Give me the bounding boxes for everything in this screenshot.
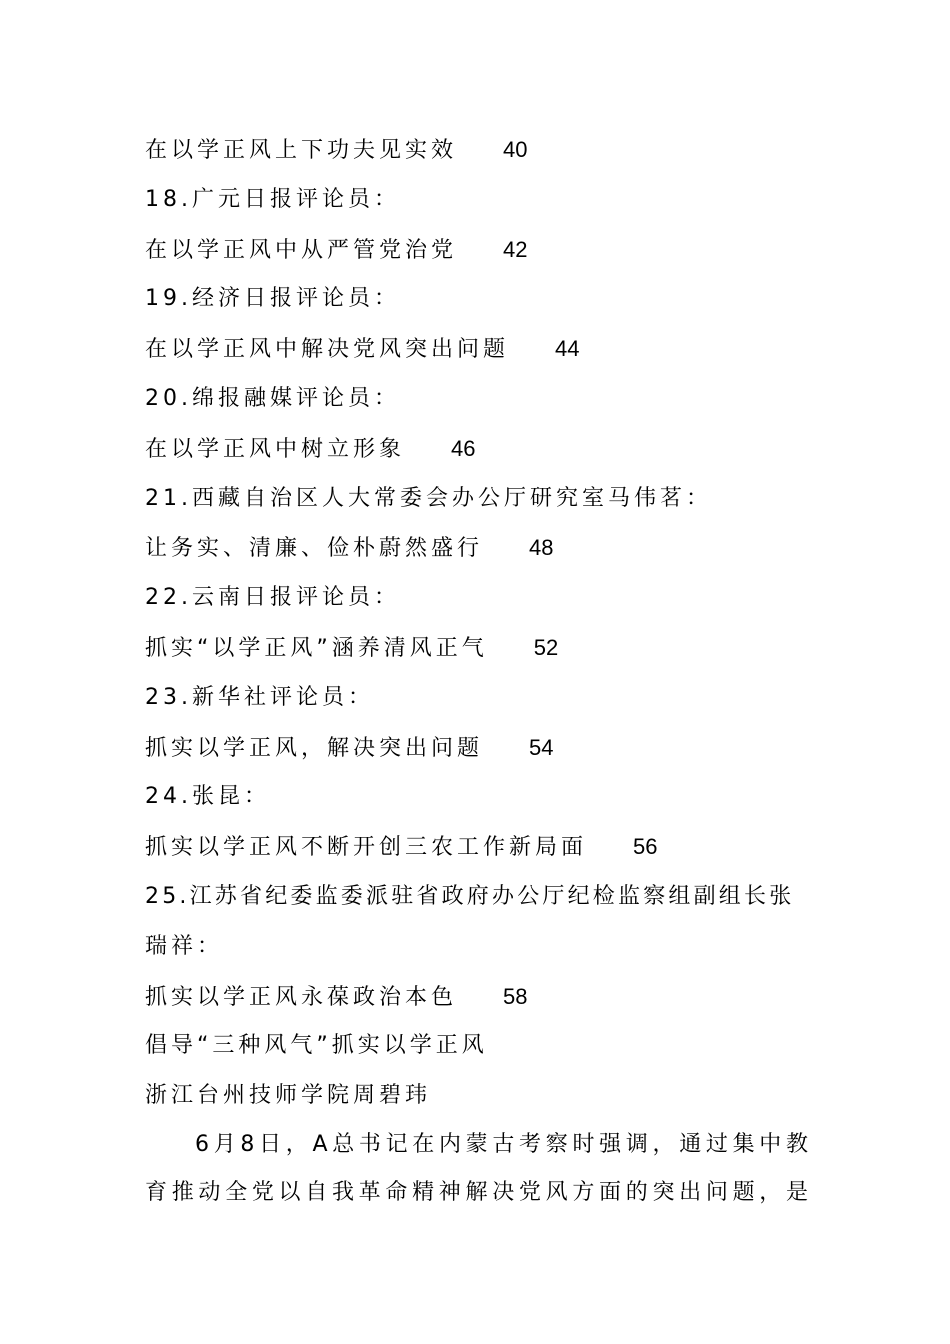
toc-entry xyxy=(145,225,810,275)
toc-source-label: 21.西藏自治区人大常委会办公厅研究室马伟茗： xyxy=(145,485,712,511)
toc-source xyxy=(145,175,810,225)
toc-page-number: 42 xyxy=(503,236,528,262)
article-title: 倡导“三种风气”抓实以学正风 xyxy=(145,1033,488,1059)
article-body-line: 育推动全党以自我革命精神解决党风方面的突出问题，是 xyxy=(145,1179,810,1205)
toc-entry xyxy=(145,324,810,374)
toc-entry xyxy=(145,424,810,474)
toc-source xyxy=(145,474,810,524)
toc-page-number: 44 xyxy=(555,336,580,362)
toc-source xyxy=(145,274,810,324)
toc-entry xyxy=(145,623,810,673)
toc-source-label: 25.江苏省纪委监委派驻省政府办公厅纪检监察组副组长张 xyxy=(145,883,795,909)
toc-page-number: 46 xyxy=(451,435,476,461)
toc-source-label: 23.新华社评论员： xyxy=(145,684,374,710)
toc-source-label: 18.广元日报评论员： xyxy=(145,186,400,212)
toc-source xyxy=(145,673,810,723)
toc-source-continued xyxy=(145,922,810,972)
toc-entry xyxy=(145,972,810,1022)
toc-page-number: 48 xyxy=(529,535,554,561)
article-author: 浙江台州技师学院周碧玮 xyxy=(145,1083,432,1109)
toc-entry-title: 让务实、清廉、俭朴蔚然盛行 xyxy=(145,536,484,562)
toc-source xyxy=(145,374,810,424)
toc-entry-title: 在以学正风中从严管党治党 xyxy=(145,237,458,263)
toc-entry-title: 抓实以学正风不断开创三农工作新局面 xyxy=(145,835,588,861)
toc-page-number: 54 xyxy=(529,734,554,760)
toc-entry xyxy=(145,523,810,573)
toc-source-label: 24.张昆： xyxy=(145,784,270,810)
toc-entry-title: 抓实以学正风，解决突出问题 xyxy=(145,735,484,761)
toc-entry xyxy=(145,125,810,175)
article-body-line: 6月8日，A总书记在内蒙古考察时强调，通过集中教 xyxy=(195,1131,810,1157)
toc-source-label: 22.云南日报评论员： xyxy=(145,585,400,611)
toc-entry-title: 在以学正风中解决党风突出问题 xyxy=(145,337,510,363)
toc-entry xyxy=(145,822,810,872)
toc-source xyxy=(145,772,810,822)
toc-page-number: 40 xyxy=(503,137,528,162)
toc-entry-title: 在以学正风上下功夫见实效 xyxy=(145,138,458,163)
toc-entry-title: 抓实以学正风永葆政治本色 xyxy=(145,984,458,1010)
toc-entry xyxy=(145,723,810,773)
document-content xyxy=(145,125,810,1217)
toc-page-number: 56 xyxy=(633,834,658,860)
toc-page-number: 58 xyxy=(503,983,528,1009)
toc-entry-title: 抓实“以学正风”涵养清风正气 xyxy=(145,635,488,661)
toc-page-number: 52 xyxy=(533,634,559,660)
toc-source-label: 19.经济日报评论员： xyxy=(145,286,400,312)
toc-entry-title: 在以学正风中树立形象 xyxy=(145,436,406,462)
toc-source xyxy=(145,872,810,922)
toc-source-label: 瑞祥： xyxy=(145,933,224,959)
toc-source-label: 20.绵报融媒评论员： xyxy=(145,385,400,411)
toc-source xyxy=(145,573,810,623)
